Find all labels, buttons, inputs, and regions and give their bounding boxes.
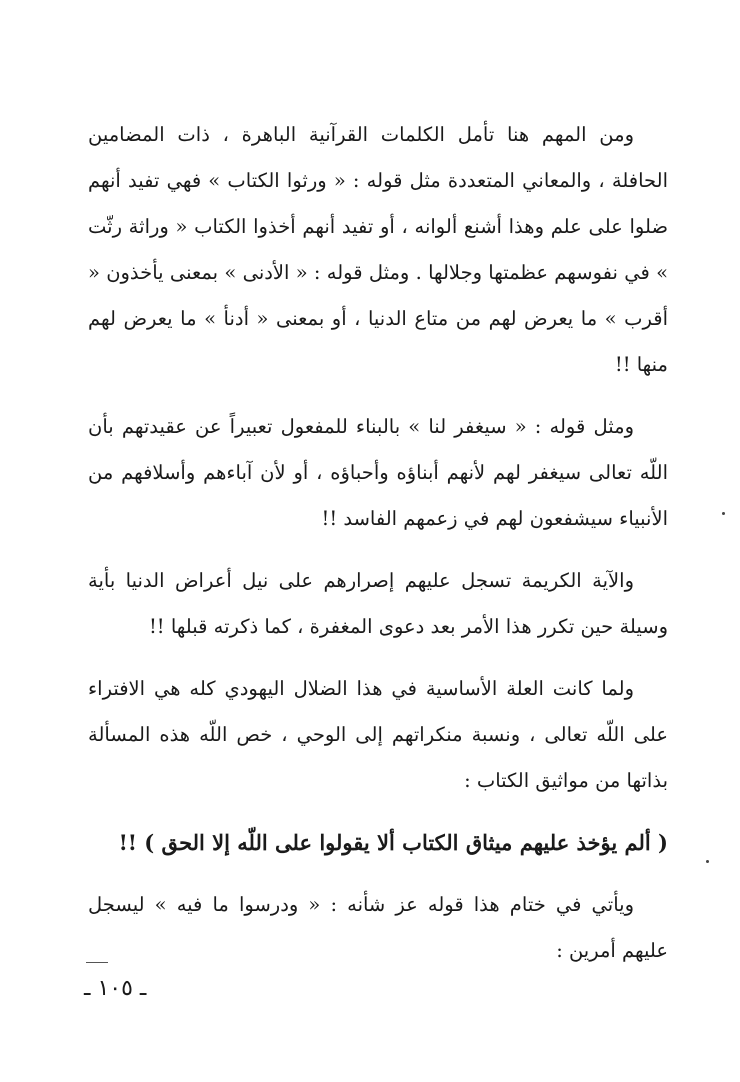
quran-verse: ( ألم يؤخذ عليهم ميثاق الكتاب ألا يقولوا على اللّه إلا الحق ) !!	[118, 830, 668, 855]
paragraph-6: ويأتي في ختام هذا قوله عز شأنه : « ودرسوا ما فيه » ليسجل عليهم أمرين :	[88, 893, 668, 962]
paragraph-4: ولما كانت العلة الأساسية في هذا الضلال اليهودي كله هي الافتراء على اللّه تعالى ، ونسبة منكراتهم إلى الوحي ، خص اللّه هذه المسألة بذاتها من مواثيق الكتاب :	[88, 677, 668, 792]
scan-speck	[722, 512, 725, 515]
page-body	[88, 112, 668, 974]
paragraph-1: ومن المهم هنا تأمل الكلمات القرآنية الباهرة ، ذات المضامين الحافلة ، والمعاني المتعددة مثل قوله : « ورثوا الكتاب » فهي تفيد أنهم ضلوا على علم وهذا أشنع ألوانه ، أو تفيد أنهم أخذوا الكتاب « وراثة رثّت » في نفوسهم عظمتها وجلالها . ومثل قوله : « الأدنى » بمعنى يأخذون « أقرب » ما يعرض لهم من متاع الدنيا ، أو بمعنى « أدنأ » ما يعرض لهم منها !!	[88, 123, 668, 376]
scan-speck	[706, 860, 709, 863]
footer-rule	[86, 962, 108, 963]
paragraph-3: والآية الكريمة تسجل عليهم إصرارهم على نيل أعراض الدنيا بأية وسيلة حين تكرر هذا الأمر بعد دعوى المغفرة ، كما ذكرته قبلها !!	[88, 569, 668, 638]
page-number: ـ ١٠٥ ـ	[84, 976, 147, 1001]
paragraph-2: ومثل قوله : « سيغفر لنا » بالبناء للمفعول تعبيراً عن عقيدتهم بأن اللّه تعالى سيغفر لهم لأنهم أبناؤه وأحباؤه ، أو لأن آباءهم وأسلافهم من الأنبياء سيشفعون لهم في زعمهم الفاسد !!	[88, 415, 668, 530]
